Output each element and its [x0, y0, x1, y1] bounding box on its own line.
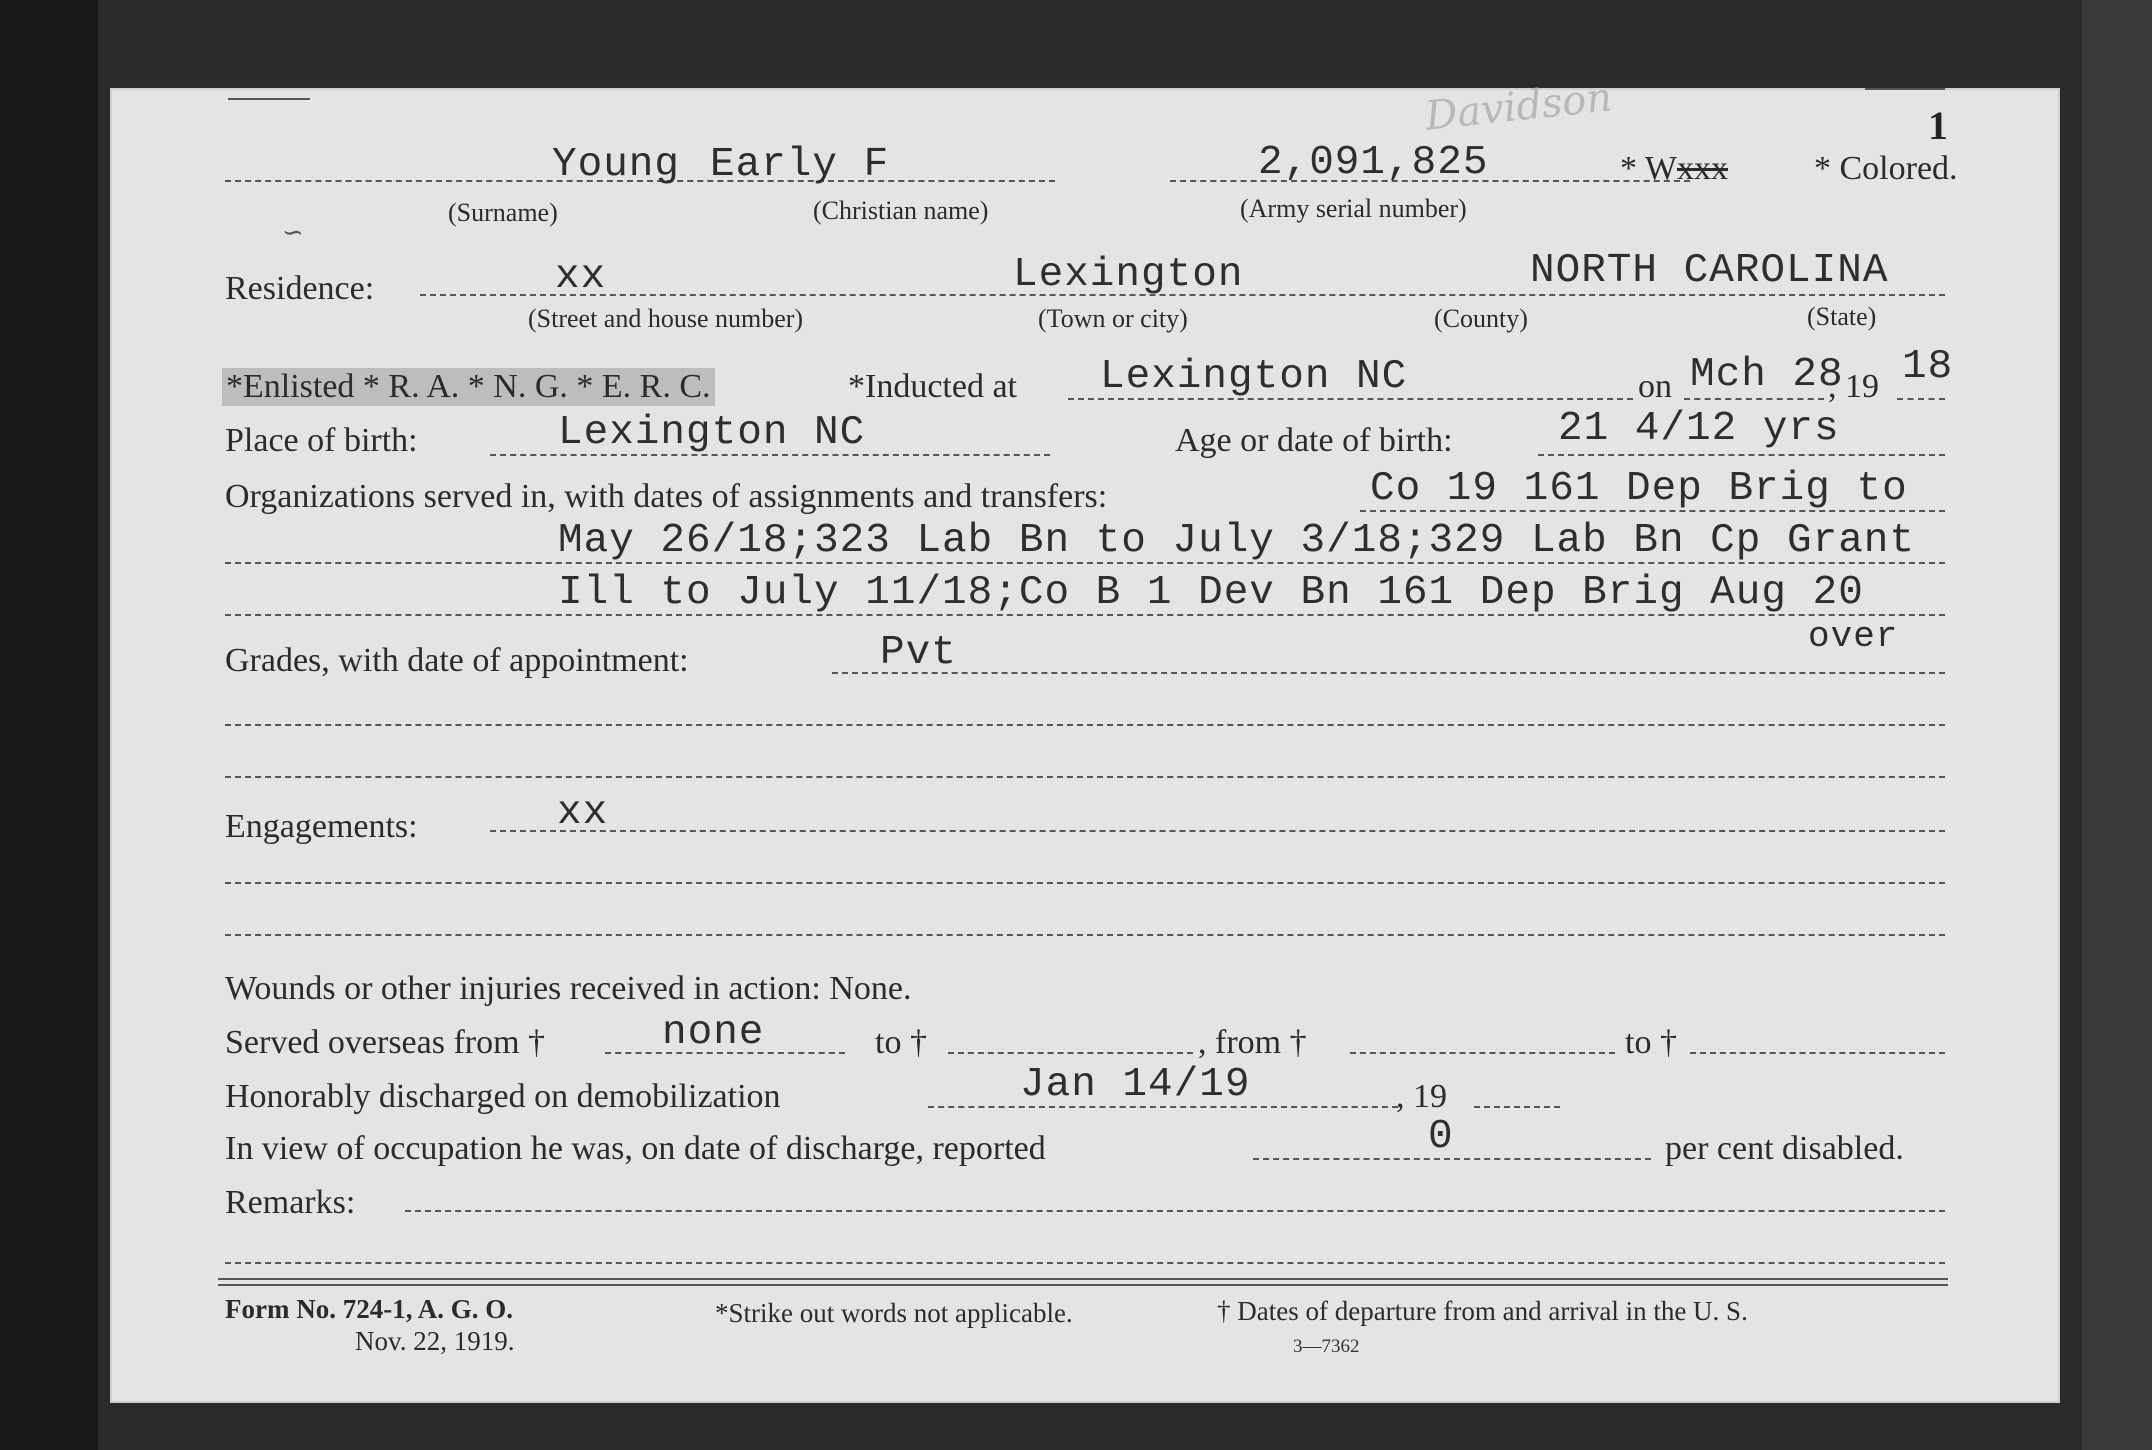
- race-struck-value: xxx: [1676, 150, 1728, 187]
- state-caption: (State): [1807, 302, 1877, 331]
- overseas-from-value: none: [662, 1010, 765, 1056]
- engagements-line-2: [225, 882, 1945, 884]
- stray-mark: ∽: [282, 218, 304, 247]
- residence-label: Residence:: [225, 270, 375, 307]
- engagements-value: xx: [557, 790, 609, 836]
- induction-year-value: 18: [1902, 344, 1954, 390]
- induction-date-line: [1684, 398, 1824, 400]
- christian-name-value: Early F: [710, 142, 890, 188]
- top-right-rule: [1865, 88, 1945, 90]
- surname-caption: (Surname): [448, 198, 558, 227]
- overseas-to-label: to †: [875, 1024, 927, 1061]
- grades-line: [832, 672, 1945, 674]
- organizations-label: Organizations served in, with dates of assignments and transfers:: [225, 478, 1108, 515]
- wounds-label: Wounds or other injuries received in action: None.: [225, 970, 912, 1007]
- footer-rule-2: [218, 1284, 1948, 1286]
- age-label: Age or date of birth:: [1175, 422, 1453, 459]
- engagements-label: Engagements:: [225, 808, 418, 845]
- grade-value: Pvt: [880, 630, 957, 676]
- footer-rule: [218, 1278, 1948, 1280]
- organization-line-3: Ill to July 11/18;Co B 1 Dev Bn 161 Dep Brig Aug 20: [558, 570, 1864, 616]
- residence-state-value: NORTH CAROLINA: [1530, 248, 1889, 294]
- overseas-to2-line: [1690, 1052, 1945, 1054]
- race-prefix: * W: [1620, 150, 1677, 187]
- residence-town-value: Lexington: [1013, 252, 1244, 298]
- remarks-label: Remarks:: [225, 1184, 356, 1221]
- age-value: 21 4/12 yrs: [1558, 406, 1840, 452]
- overseas-from-label: Served overseas from †: [225, 1024, 546, 1061]
- place-of-birth-value: Lexington NC: [558, 410, 866, 456]
- grades-label: Grades, with date of appointment:: [225, 642, 689, 679]
- dates-note: † Dates of departure from and arrival in the U. S.: [1217, 1296, 1748, 1326]
- residence-street-value: xx: [555, 254, 607, 300]
- remarks-line-2: [225, 1262, 1945, 1264]
- print-code: 3—7362: [1293, 1336, 1360, 1357]
- scan-left-border: [0, 0, 98, 1450]
- induction-date-value: Mch 28: [1690, 352, 1844, 398]
- county-caption: (County): [1434, 304, 1528, 333]
- organization-line-1: Co 19 161 Dep Brig to: [1370, 466, 1908, 512]
- organization-line-2: May 26/18;323 Lab Bn to July 3/18;329 Lab Bn Cp Grant: [558, 518, 1916, 564]
- engagements-line: [490, 830, 1945, 832]
- scan-right-border: [2082, 0, 2152, 1450]
- top-left-rule: [228, 98, 310, 100]
- overseas-from2-label: , from †: [1198, 1024, 1307, 1061]
- form-number: Form No. 724-1, A. G. O.: [225, 1294, 513, 1324]
- race-colored: * Colored.: [1814, 150, 1958, 187]
- town-caption: (Town or city): [1038, 304, 1188, 333]
- disability-label: In view of occupation he was, on date of discharge, reported: [225, 1130, 1046, 1167]
- grades-line-2: [225, 724, 1945, 726]
- grades-line-3: [225, 776, 1945, 778]
- surname-value: Young: [552, 142, 681, 188]
- place-of-birth-label: Place of birth:: [225, 422, 418, 459]
- overseas-to2-label: to †: [1625, 1024, 1677, 1061]
- race-white: [1620, 150, 1728, 188]
- over-note: over: [1808, 616, 1899, 657]
- form-date: Nov. 22, 1919.: [355, 1326, 515, 1356]
- discharge-date-value: Jan 14/19: [1020, 1062, 1251, 1108]
- induction-on-label: on: [1638, 368, 1672, 405]
- discharge-label: Honorably discharged on demobilization: [225, 1078, 781, 1115]
- serial-value: 2,091,825: [1258, 140, 1489, 186]
- engagements-line-3: [225, 934, 1945, 936]
- disability-suffix: per cent disabled.: [1665, 1130, 1904, 1167]
- margin-note: Davidson: [1423, 74, 1615, 140]
- enlisted-options: *Enlisted * R. A. * N. G. * E. R. C.: [222, 368, 715, 406]
- overseas-from2-line: [1350, 1052, 1615, 1054]
- street-caption: (Street and house number): [528, 304, 804, 333]
- christian-name-caption: (Christian name): [813, 196, 989, 225]
- age-line: [1538, 454, 1945, 456]
- induction-year-line: [1897, 398, 1945, 400]
- service-record-card: [110, 74, 2060, 1403]
- discharge-year-line: [1474, 1106, 1560, 1108]
- overseas-to-line: [948, 1052, 1193, 1054]
- inducted-at-value: Lexington NC: [1100, 354, 1408, 400]
- remarks-line: [405, 1210, 1945, 1212]
- card-number: 1: [1928, 103, 1948, 148]
- strike-note: *Strike out words not applicable.: [715, 1298, 1073, 1328]
- inducted-label: *Inducted at: [848, 368, 1017, 405]
- serial-caption: (Army serial number): [1240, 194, 1467, 223]
- induction-year-prefix: , 19: [1828, 368, 1879, 405]
- disability-value: 0: [1428, 1114, 1454, 1160]
- discharge-year-label: , 19: [1396, 1078, 1447, 1115]
